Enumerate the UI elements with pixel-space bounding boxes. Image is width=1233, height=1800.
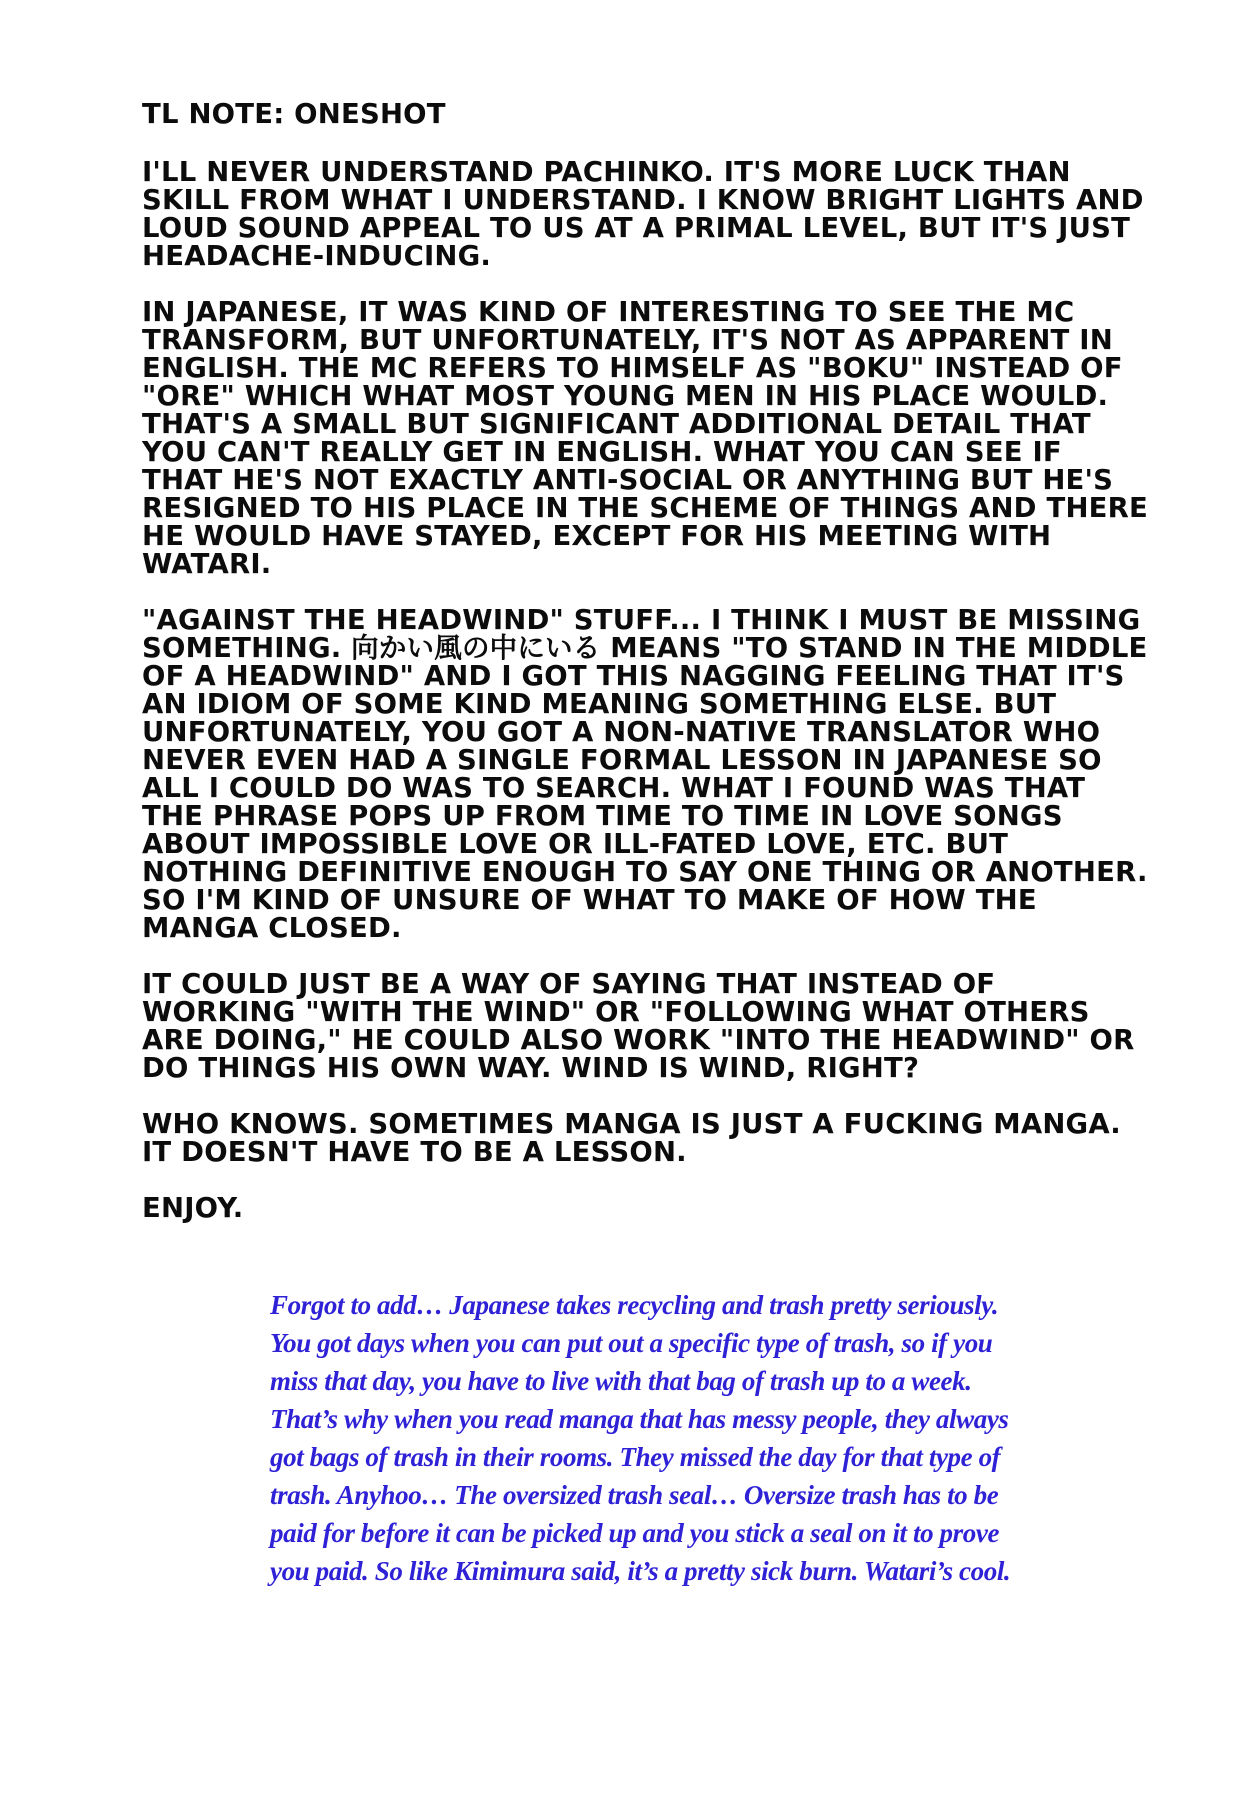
- translator-note: [142, 100, 1152, 1250]
- note-paragraph-headwind: "AGAINST THE HEADWIND" STUFF... I THINK I MUST BE MISSING SOMETHING. 向かい風の中にいる MEANS "TO STAND IN THE MIDDLE OF A HEADWIND" AND I GOT THIS NAGGING FEELING THAT IT'S AN IDIOM OF SOME KIND MEANING SOMETHING ELSE. BUT UNFORTUNATELY, YOU GOT A NON-NATIVE TRANSLATOR WHO NEVER EVEN HAD A SINGLE FORMAL LESSON IN JAPANESE SO ALL I COULD DO WAS TO SEARCH. WHAT I FOUND WAS THAT THE PHRASE POPS UP FROM TIME TO TIME IN LOVE SONGS ABOUT IMPOSSIBLE LOVE OR ILL-FATED LOVE, ETC. BUT NOTHING DEFINITIVE ENOUGH TO SAY ONE THING OR ANOTHER. SO I'M KIND OF UNSURE OF WHAT TO MAKE OF HOW THE MANGA CLOSED.: [142, 604, 1148, 944]
- note-paragraph-mc-transform: IN JAPANESE, IT WAS KIND OF INTERESTING TO SEE THE MC TRANSFORM, BUT UNFORTUNATELY, IT'S NOT AS APPARENT IN ENGLISH. THE MC REFERS TO HIMSELF AS "BOKU" INSTEAD OF "ORE" WHICH WHAT MOST YOUNG MEN IN HIS PLACE WOULD. THAT'S A SMALL BUT SIGNIFICANT ADDITIONAL DETAIL THAT YOU CAN'T REALLY GET IN ENGLISH. WHAT YOU CAN SEE IF THAT HE'S NOT EXACTLY ANTI-SOCIAL OR ANYTHING BUT HE'S RESIGNED TO HIS PLACE IN THE SCHEME OF THINGS AND THERE HE WOULD HAVE STAYED, EXCEPT FOR HIS MEETING WITH WATARI.: [142, 296, 1149, 580]
- addendum-text: Forgot to add… Japanese takes recycling and trash pretty seriously. You got days when you can put out a specific type of trash, so if you miss that day, you have to live with that bag of trash up to a week. That’s why when you read manga that has messy people, they always got bags of trash in their rooms. They missed the day for that type of trash. Anyhoo… The oversized trash seal… Oversize trash has to be paid for before it can be picked up and you stick a seal on it to prove you paid. So like Kimimura said, it’s a pretty sick burn. Watari’s cool.: [270, 1290, 1011, 1586]
- note-paragraph-pachinko: I'LL NEVER UNDERSTAND PACHINKO. IT'S MORE LUCK THAN SKILL FROM WHAT I UNDERSTAND. I KNOW BRIGHT LIGHTS AND LOUD SOUND APPEAL TO US AT A PRIMAL LEVEL, BUT IT'S JUST HEADACHE-INDUCING.: [142, 156, 1144, 272]
- note-paragraph-who-knows: WHO KNOWS. SOMETIMES MANGA IS JUST A FUCKING MANGA. IT DOESN'T HAVE TO BE A LESSON.: [142, 1108, 1121, 1168]
- note-title: TL NOTE: ONESHOT: [142, 98, 446, 130]
- note-paragraph-enjoy: ENJOY.: [142, 1192, 244, 1224]
- note-paragraph-wind-meaning: IT COULD JUST BE A WAY OF SAYING THAT INSTEAD OF WORKING "WITH THE WIND" OR "FOLLOWING WHAT OTHERS ARE DOING," HE COULD ALSO WORK "INTO THE HEADWIND" OR DO THINGS HIS OWN WAY. WIND IS WIND, RIGHT?: [142, 968, 1135, 1084]
- addendum-note: [270, 1286, 1040, 1590]
